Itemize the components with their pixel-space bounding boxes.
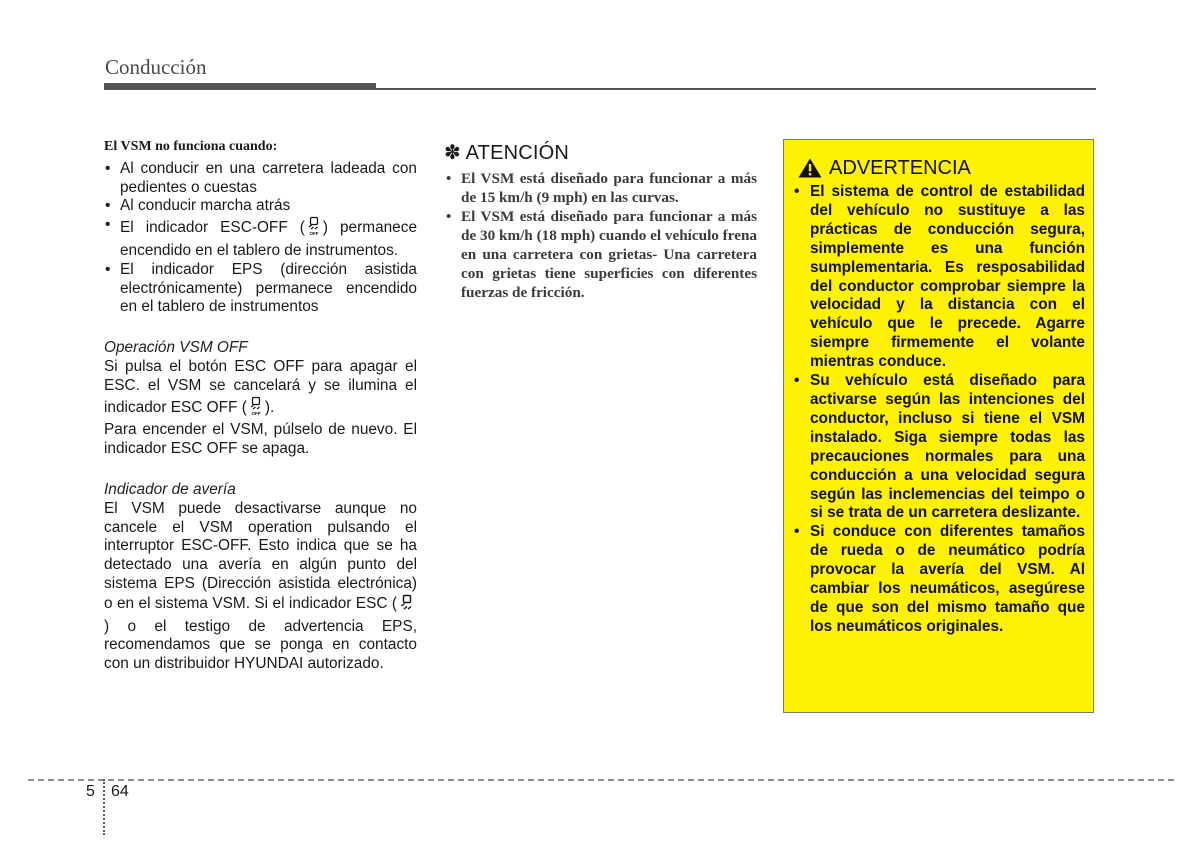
malfunction-text: El VSM puede desactivarse aunque no cancele el VSM operation pulsando el interruptor ESC-OFF. Esto indica que se ha detectado una avería en algún punto del sistema EPS (Dirección asistida electrónica) o en el sistema VSM. Si el indicador ESC () o el testigo de advertencia EPS, recomendamos que se ponga en contacto con un distribuidor HYUNDAI autorizado. — [104, 499, 417, 673]
warning-header — [797, 157, 971, 179]
warning-title: ADVERTENCIA — [829, 157, 971, 179]
attention-heading: ✽ ATENCIÓN — [444, 142, 570, 164]
attention-item: • El VSM está diseñado para funcionar a más de 30 km/h (18 mph) cuando el vehículo frena en una carretera con grietas- Una carretera con grietas tiene superficies con diferentes fuerzas de fricción. — [444, 207, 757, 302]
warning-item: • Su vehículo está diseñado para activarse según las intenciones del conductor, incluso si tiene el VSM instalado. Siga siempre todas las precauciones normales para una conducción a una velocidad segura según las inclemencias del teimpo o si se trata de un carretera deslizante. — [793, 372, 1085, 523]
header-rule-thin — [104, 88, 1096, 90]
column-middle — [444, 138, 757, 302]
esc-off-indicator-icon — [249, 396, 263, 422]
svg-text:OFF: OFF — [251, 410, 261, 416]
esc-indicator-icon — [399, 594, 415, 618]
warning-list — [793, 183, 1085, 637]
esc-off-indicator-icon — [307, 216, 321, 242]
page-header-title: Conducción — [105, 55, 207, 79]
vsm-on-text: Para encender el VSM, púlselo de nuevo. El indicador ESC OFF se apaga. — [104, 421, 417, 458]
condition-item-esc-off: • El indicador ESC-OFF ( OFF ) permanece encendido en el tablero de instrumentos. — [104, 216, 417, 261]
condition-item: • Al conducir en una carretera ladeada con pedientes o cuestas — [104, 160, 417, 198]
vsm-off-text: Si pulsa el botón ESC OFF para apagar el ESC. el VSM se cancelará y se ilumina el indicador ESC OFF ( OFF ). — [104, 358, 417, 421]
warning-item: • Si conduce con diferentes tamaños de rueda o de neumático podría provocar la avería del VSM. Al cambiar los neumáticos, asegúrese de que son del mismo tamaño que los neumáticos originales. — [793, 523, 1085, 636]
warning-box — [783, 139, 1094, 713]
vsm-off-title: Operación VSM OFF — [104, 339, 248, 357]
warning-item: • El sistema de control de estabilidad del vehículo no sustituye a las prácticas de conducción segura, simplemente es una función sumplementaria. Es resposabilidad del conductor comprobar siempre la velocidad y la distancia con el vehículo que le precede. Agarre siempre firmemente el volante mientras conduce. — [793, 183, 1085, 372]
condition-item: • Al conducir marcha atrás — [104, 197, 417, 216]
chapter-number: 5 — [86, 783, 95, 800]
footer-divider — [103, 779, 105, 835]
vsm-not-working-heading: El VSM no funciona cuando: — [104, 139, 278, 154]
attention-list — [444, 169, 757, 302]
footer-rule — [28, 779, 1174, 781]
condition-item: • El indicador EPS (dirección asistida electrónicamente) permanece encendido en el tablero de instrumentos — [104, 261, 417, 317]
column-left — [104, 138, 417, 674]
svg-text:OFF: OFF — [309, 231, 319, 237]
malfunction-title: Indicador de avería — [104, 480, 236, 498]
conditions-list — [104, 160, 417, 317]
page-number: 64 — [111, 783, 129, 800]
warning-triangle-icon — [797, 157, 823, 179]
attention-item: • El VSM está diseñado para funcionar a más de 15 km/h (9 mph) en las curvas. — [444, 169, 757, 207]
